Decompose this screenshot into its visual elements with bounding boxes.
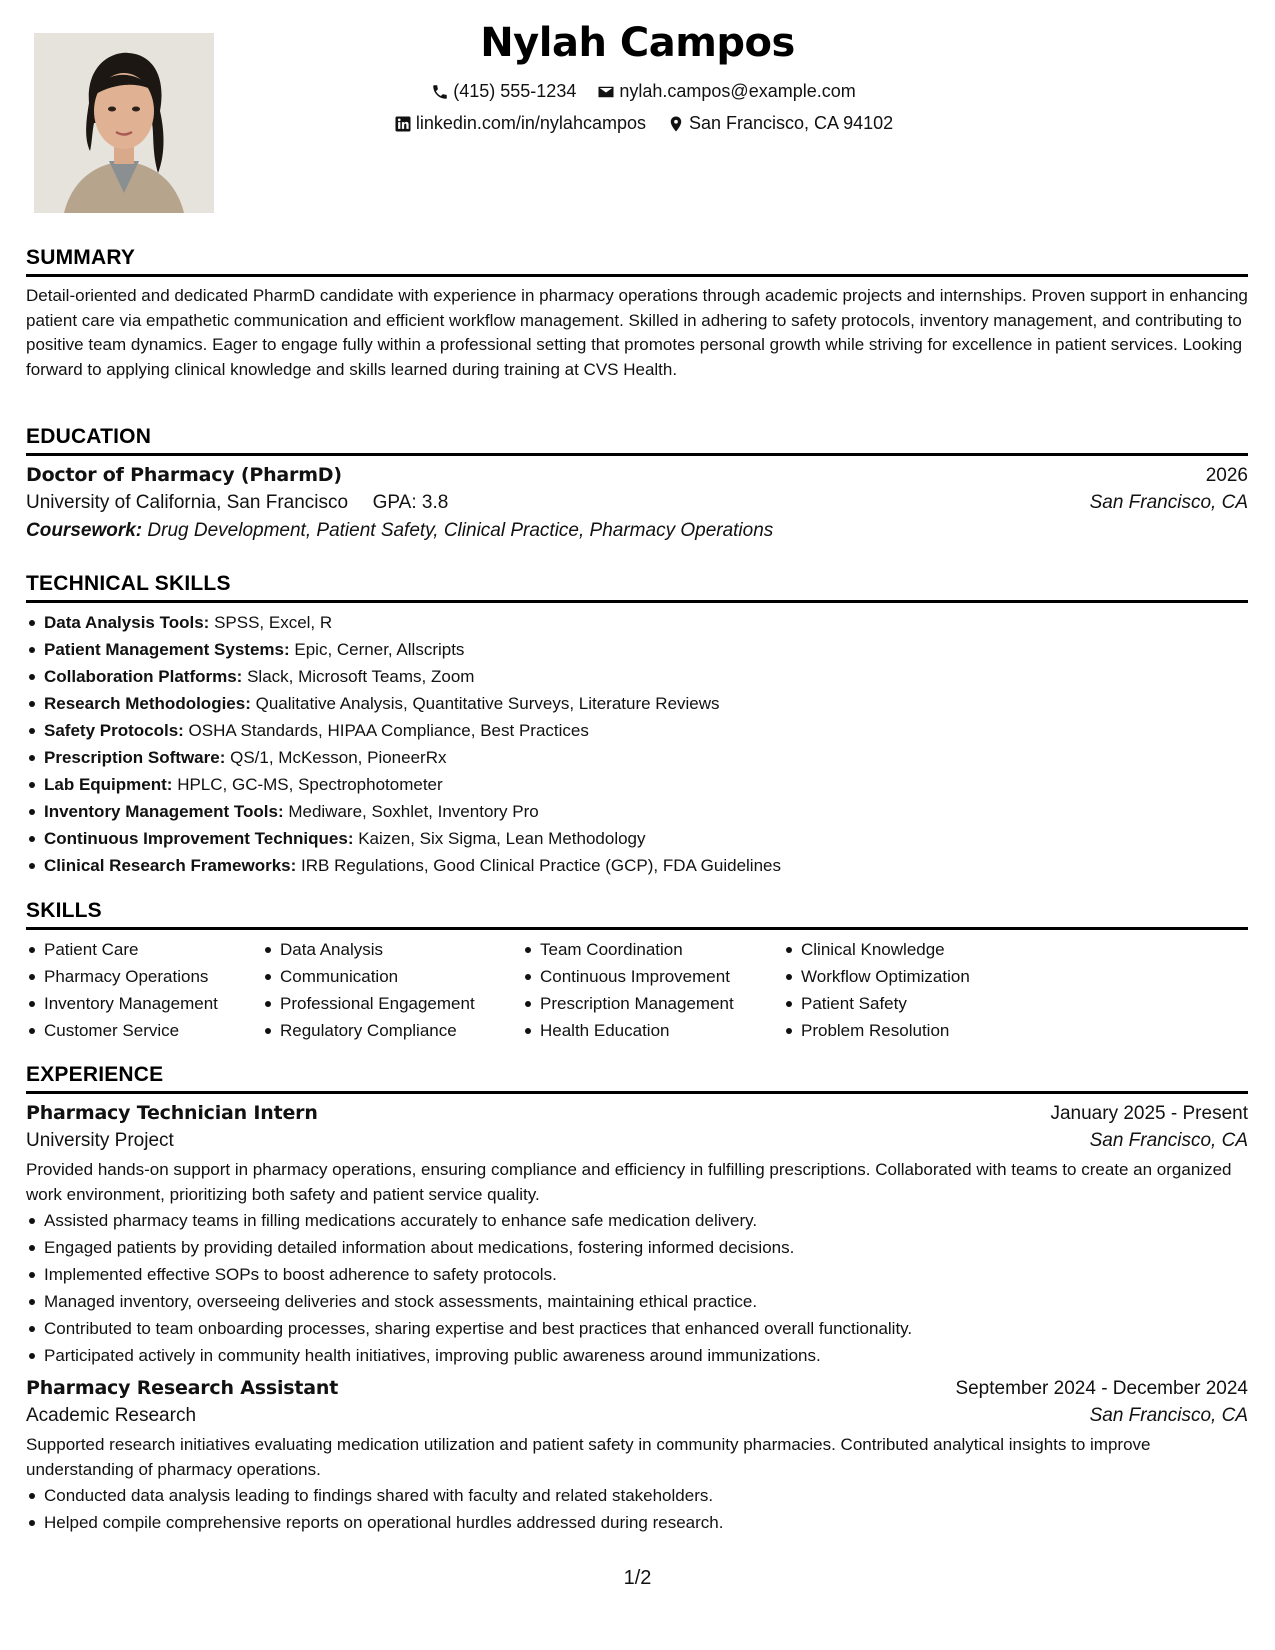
job-bullets bbox=[26, 1482, 1248, 1536]
school-line bbox=[26, 492, 448, 514]
tech-skill-item bbox=[26, 717, 1248, 744]
job-header-row bbox=[26, 1102, 1248, 1125]
skills-column-4 bbox=[783, 936, 1023, 1044]
tech-skill-item bbox=[26, 825, 1248, 852]
tech-skill-label: Continuous Improvement Techniques: bbox=[44, 829, 354, 848]
education-row-2 bbox=[26, 492, 1248, 514]
job-entry bbox=[26, 1377, 1248, 1536]
technical-skills-heading: TECHNICAL SKILLS bbox=[26, 572, 1248, 603]
job-dates: January 2025 - Present bbox=[1050, 1103, 1248, 1124]
coursework-line bbox=[26, 520, 1248, 542]
job-title: Pharmacy Research Assistant bbox=[26, 1377, 339, 1399]
skill-item: Customer Service bbox=[26, 1017, 262, 1044]
school-name: University of California, San Francisco bbox=[26, 492, 349, 513]
summary-section bbox=[26, 246, 1248, 382]
email-item[interactable] bbox=[597, 81, 855, 102]
job-bullet: Assisted pharmacy teams in filling medications accurately to enhance safe medication delivery. bbox=[26, 1207, 1248, 1234]
skill-item: Pharmacy Operations bbox=[26, 963, 262, 990]
tech-skill-item bbox=[26, 771, 1248, 798]
technical-skills-section bbox=[26, 572, 1248, 879]
job-bullet: Implemented effective SOPs to boost adherence to safety protocols. bbox=[26, 1261, 1248, 1288]
skills-section bbox=[26, 899, 1248, 1044]
contact-row-2 bbox=[0, 113, 1275, 138]
coursework-label: Coursework: bbox=[26, 520, 143, 541]
job-bullet: Engaged patients by providing detailed information about medications, fostering informed decisions. bbox=[26, 1234, 1248, 1261]
skills-column-1 bbox=[26, 936, 262, 1044]
email-text: nylah.campos@example.com bbox=[619, 81, 856, 101]
skill-item: Communication bbox=[262, 963, 522, 990]
tech-skill-value: QS/1, McKesson, PioneerRx bbox=[230, 748, 447, 767]
tech-skill-label: Lab Equipment: bbox=[44, 775, 173, 794]
tech-skill-item bbox=[26, 690, 1248, 717]
skill-item: Data Analysis bbox=[262, 936, 522, 963]
tech-skill-value: Slack, Microsoft Teams, Zoom bbox=[247, 667, 475, 686]
tech-skill-item bbox=[26, 609, 1248, 636]
skills-heading: SKILLS bbox=[26, 899, 1248, 930]
skill-item: Problem Resolution bbox=[783, 1017, 1023, 1044]
job-bullet: Helped compile comprehensive reports on operational hurdles addressed during research. bbox=[26, 1509, 1248, 1536]
job-location: San Francisco, CA bbox=[1089, 1130, 1248, 1151]
tech-skill-label: Safety Protocols: bbox=[44, 721, 184, 740]
experience-section bbox=[26, 1063, 1248, 1536]
job-bullets bbox=[26, 1207, 1248, 1369]
page-number: 1/2 bbox=[623, 1567, 652, 1589]
job-bullet: Conducted data analysis leading to findings shared with faculty and related stakeholders. bbox=[26, 1482, 1248, 1509]
job-header-row bbox=[26, 1377, 1248, 1400]
tech-skill-item bbox=[26, 636, 1248, 663]
job-org: Academic Research bbox=[26, 1405, 197, 1426]
summary-heading: SUMMARY bbox=[26, 246, 1248, 277]
job-bullet: Managed inventory, overseeing deliveries and stock assessments, maintaining ethical practice. bbox=[26, 1288, 1248, 1315]
education-heading: EDUCATION bbox=[26, 425, 1248, 456]
tech-skill-label: Collaboration Platforms: bbox=[44, 667, 243, 686]
skill-item: Team Coordination bbox=[522, 936, 783, 963]
coursework-list: Drug Development, Patient Safety, Clinical Practice, Pharmacy Operations bbox=[147, 520, 774, 541]
job-summary: Provided hands-on support in pharmacy operations, ensuring compliance and efficiency in fulfilling prescriptions. Collaborated with teams to create an organized work environment, prioritizing both safety and patient service quality. bbox=[26, 1160, 1232, 1204]
school-location: San Francisco, CA bbox=[1089, 492, 1248, 513]
linkedin-text: linkedin.com/in/nylahcampos bbox=[415, 113, 646, 133]
linkedin-item[interactable] bbox=[394, 113, 646, 134]
gpa: GPA: 3.8 bbox=[372, 492, 449, 513]
education-row-1 bbox=[26, 464, 1248, 487]
summary-text: Detail-oriented and dedicated PharmD candidate with experience in pharmacy operations through academic projects and internships. Proven support in enhancing patient care via empathetic communication and efficient workflow management. Skilled in adhering to safety protocols, inventory management, and contributing to positive team dynamics. Eager to engage fully within a professional setting that promotes personal growth while striving for excellence in patient services. Looking forward to applying clinical knowledge and skills learned during training at CVS Health. bbox=[26, 286, 1248, 379]
job-bullet: Contributed to team onboarding processes, sharing expertise and best practices that enhanced overall functionality. bbox=[26, 1315, 1248, 1342]
skill-item: Continuous Improvement bbox=[522, 963, 783, 990]
tech-skill-value: OSHA Standards, HIPAA Compliance, Best Practices bbox=[188, 721, 589, 740]
job-org-row bbox=[26, 1130, 1248, 1152]
experience-heading: EXPERIENCE bbox=[26, 1063, 1248, 1094]
skills-column-3 bbox=[522, 936, 783, 1044]
tech-skill-value: Mediware, Soxhlet, Inventory Pro bbox=[288, 802, 539, 821]
skill-item: Professional Engagement bbox=[262, 990, 522, 1017]
skills-grid bbox=[26, 936, 1248, 1044]
skill-item: Clinical Knowledge bbox=[783, 936, 1023, 963]
tech-skill-label: Inventory Management Tools: bbox=[44, 802, 284, 821]
tech-skill-label: Data Analysis Tools: bbox=[44, 613, 210, 632]
graduation-year: 2026 bbox=[1205, 465, 1248, 486]
job-summary: Supported research initiatives evaluating medication utilization and patient safety in community pharmacies. Contributed analytical insights to improve understanding of pharmacy operations. bbox=[26, 1435, 1151, 1479]
job-entry bbox=[26, 1102, 1248, 1369]
skills-column-2 bbox=[262, 936, 522, 1044]
job-dates: September 2024 - December 2024 bbox=[955, 1378, 1248, 1399]
tech-skill-label: Research Methodologies: bbox=[44, 694, 251, 713]
tech-skill-value: Qualitative Analysis, Quantitative Surveys, Literature Reviews bbox=[255, 694, 720, 713]
education-section bbox=[26, 425, 1248, 542]
tech-skill-value: HPLC, GC-MS, Spectrophotometer bbox=[177, 775, 443, 794]
tech-skill-value: Epic, Cerner, Allscripts bbox=[294, 640, 465, 659]
skill-item: Regulatory Compliance bbox=[262, 1017, 522, 1044]
technical-skills-list bbox=[26, 609, 1248, 879]
skill-item: Health Education bbox=[522, 1017, 783, 1044]
contact-row-1 bbox=[0, 81, 1275, 106]
tech-skill-item bbox=[26, 798, 1248, 825]
skill-item: Inventory Management bbox=[26, 990, 262, 1017]
tech-skill-label: Prescription Software: bbox=[44, 748, 226, 767]
skill-item: Patient Care bbox=[26, 936, 262, 963]
tech-skill-value: IRB Regulations, Good Clinical Practice (GCP), FDA Guidelines bbox=[301, 856, 781, 875]
job-bullet: Participated actively in community health initiatives, improving public awareness around immunizations. bbox=[26, 1342, 1248, 1369]
skill-item: Prescription Management bbox=[522, 990, 783, 1017]
candidate-name: Nylah Campos bbox=[480, 20, 795, 66]
phone-item[interactable] bbox=[431, 81, 576, 102]
location-text: San Francisco, CA 94102 bbox=[689, 113, 894, 133]
envelope-icon bbox=[597, 83, 615, 101]
tech-skill-item bbox=[26, 663, 1248, 690]
tech-skill-label: Patient Management Systems: bbox=[44, 640, 290, 659]
skill-item: Workflow Optimization bbox=[783, 963, 1023, 990]
location-item bbox=[667, 113, 893, 134]
job-title: Pharmacy Technician Intern bbox=[26, 1102, 318, 1124]
phone-text: (415) 555-1234 bbox=[453, 81, 577, 101]
job-org-row bbox=[26, 1405, 1248, 1427]
tech-skill-item bbox=[26, 744, 1248, 771]
skill-item: Patient Safety bbox=[783, 990, 1023, 1017]
tech-skill-label: Clinical Research Frameworks: bbox=[44, 856, 297, 875]
map-pin-icon bbox=[667, 115, 685, 133]
phone-icon bbox=[431, 83, 449, 101]
linkedin-icon bbox=[394, 115, 412, 133]
tech-skill-value: Kaizen, Six Sigma, Lean Methodology bbox=[358, 829, 646, 848]
tech-skill-value: SPSS, Excel, R bbox=[214, 613, 333, 632]
degree-title: Doctor of Pharmacy (PharmD) bbox=[26, 464, 342, 486]
job-org: University Project bbox=[26, 1130, 174, 1151]
tech-skill-item bbox=[26, 852, 1248, 879]
job-location: San Francisco, CA bbox=[1089, 1405, 1248, 1426]
